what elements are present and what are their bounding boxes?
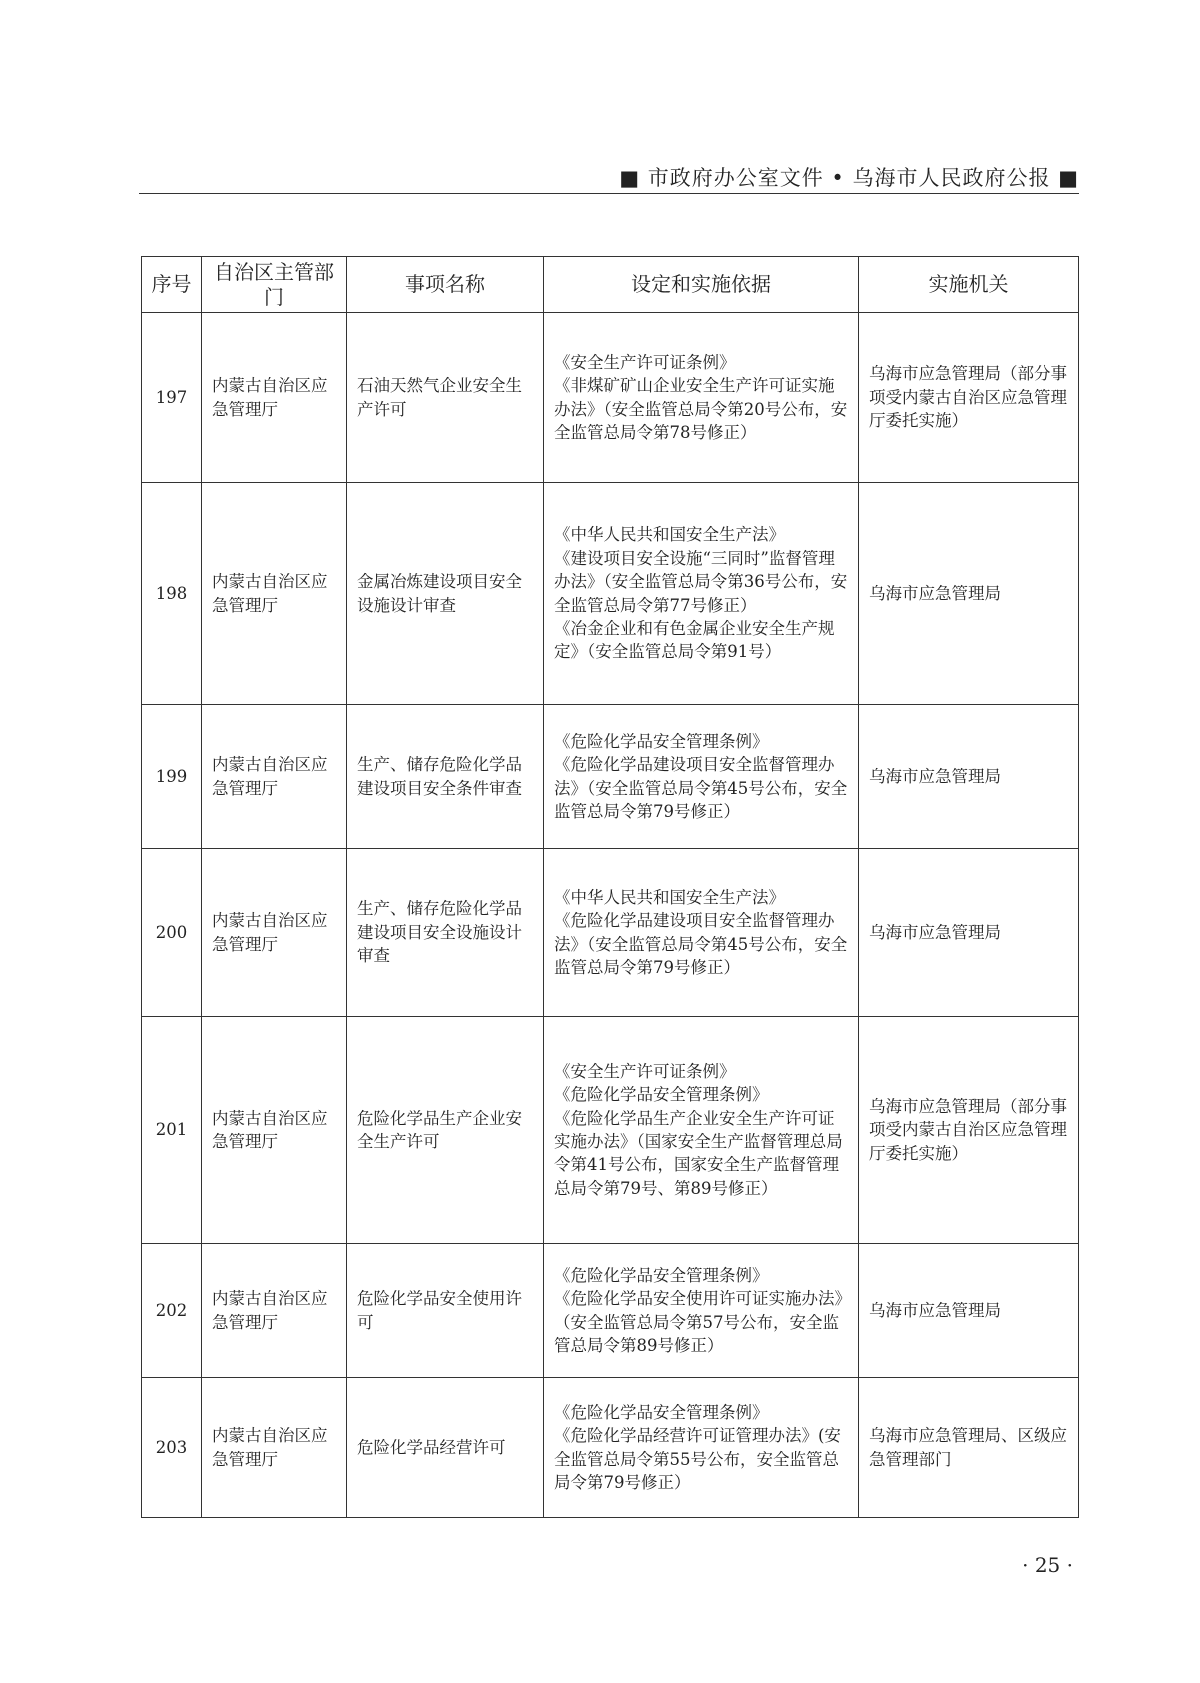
row-agency: 乌海市应急管理局 [859,849,1079,1017]
row-department: 内蒙古自治区应急管理厅 [202,313,347,483]
permit-items-table [141,256,1079,1518]
basis-line: 《非煤矿矿山企业安全生产许可证实施办法》（安全监管总局令第20号公布，安全监管总局令第78号修正） [554,376,848,442]
col-header-agency: 实施机关 [859,257,1079,313]
basis-line: 《危险化学品建设项目安全监督管理办法》（安全监管总局令第45号公布，安全监管总局令第79号修正） [554,755,848,821]
basis-line: 《危险化学品建设项目安全监督管理办法》（安全监管总局令第45号公布，安全监管总局令第79号修正） [554,911,848,977]
col-header-item-name: 事项名称 [347,257,544,313]
row-department: 内蒙古自治区应急管理厅 [202,705,347,849]
col-header-basis: 设定和实施依据 [544,257,859,313]
row-basis [544,849,859,1017]
row-item-name: 金属冶炼建设项目安全设施设计审查 [347,483,544,705]
table-row [142,1378,1079,1518]
basis-line: 《危险化学品安全使用许可证实施办法》（安全监管总局令第57号公布，安全监管总局令第89号修正） [554,1289,843,1355]
row-basis [544,1378,859,1518]
row-item-name: 生产、储存危险化学品建设项目安全条件审查 [347,705,544,849]
row-basis [544,1017,859,1244]
row-item-name: 危险化学品生产企业安全生产许可 [347,1017,544,1244]
row-number: 200 [142,849,202,1017]
row-number: 197 [142,313,202,483]
row-agency: 乌海市应急管理局 [859,705,1079,849]
row-department: 内蒙古自治区应急管理厅 [202,1017,347,1244]
row-basis [544,705,859,849]
row-number: 201 [142,1017,202,1244]
row-number: 198 [142,483,202,705]
basis-line: 《冶金企业和有色金属企业安全生产规定》（安全监管总局令第91号） [554,618,835,662]
header-rule [139,193,1079,194]
row-item-name: 危险化学品经营许可 [347,1378,544,1518]
basis-line: 《中华人民共和国安全生产法》 [554,887,785,907]
table-row [142,1017,1079,1244]
row-agency: 乌海市应急管理局（部分事项受内蒙古自治区应急管理厅委托实施） [859,313,1079,483]
basis-line: 《危险化学品安全管理条例》 [554,1402,769,1422]
row-basis [544,313,859,483]
row-department: 内蒙古自治区应急管理厅 [202,849,347,1017]
row-department: 内蒙古自治区应急管理厅 [202,1244,347,1378]
row-agency: 乌海市应急管理局（部分事项受内蒙古自治区应急管理厅委托实施） [859,1017,1079,1244]
row-basis [544,483,859,705]
row-department: 内蒙古自治区应急管理厅 [202,483,347,705]
table-row [142,313,1079,483]
basis-line: 《中华人民共和国安全生产法》 [554,525,785,545]
table-row [142,1244,1079,1378]
row-agency: 乌海市应急管理局 [859,483,1079,705]
basis-line: 《安全生产许可证条例》 [554,352,736,372]
row-item-name: 石油天然气企业安全生产许可 [347,313,544,483]
table-row [142,849,1079,1017]
col-header-department: 自治区主管部门 [202,257,347,313]
row-number: 203 [142,1378,202,1518]
col-header-number: 序号 [142,257,202,313]
row-number: 199 [142,705,202,849]
table-header-row [142,257,1079,313]
basis-line: 《危险化学品安全管理条例》 [554,1265,769,1285]
page-header [139,158,1079,194]
page-number: · 25 · [1022,1553,1073,1577]
row-agency: 乌海市应急管理局 [859,1244,1079,1378]
row-number: 202 [142,1244,202,1378]
basis-line: 《安全生产许可证条例》 [554,1061,736,1081]
row-agency: 乌海市应急管理局、区级应急管理部门 [859,1378,1079,1518]
row-department: 内蒙古自治区应急管理厅 [202,1378,347,1518]
basis-line: 《危险化学品生产企业安全生产许可证实施办法》（国家安全生产监督管理总局令第41号公布，国家安全生产监督管理总局令第79号、第89号修正） [554,1108,843,1198]
row-basis [544,1244,859,1378]
header-title: ■ 市政府办公室文件 • 乌海市人民政府公报 ■ [619,166,1079,190]
basis-line: 《危险化学品安全管理条例》 [554,1085,769,1105]
row-item-name: 生产、储存危险化学品建设项目安全设施设计审查 [347,849,544,1017]
row-item-name: 危险化学品安全使用许可 [347,1244,544,1378]
table-row [142,705,1079,849]
basis-line: 《危险化学品经营许可证管理办法》(安全监管总局令第55号公布，安全监管总局令第79号修正） [554,1426,841,1492]
basis-line: 《危险化学品安全管理条例》 [554,731,769,751]
table-row [142,483,1079,705]
basis-line: 《建设项目安全设施“三同时”监督管理办法》（安全监管总局令第36号公布，安全监管总局令第77号修正） [554,548,848,615]
